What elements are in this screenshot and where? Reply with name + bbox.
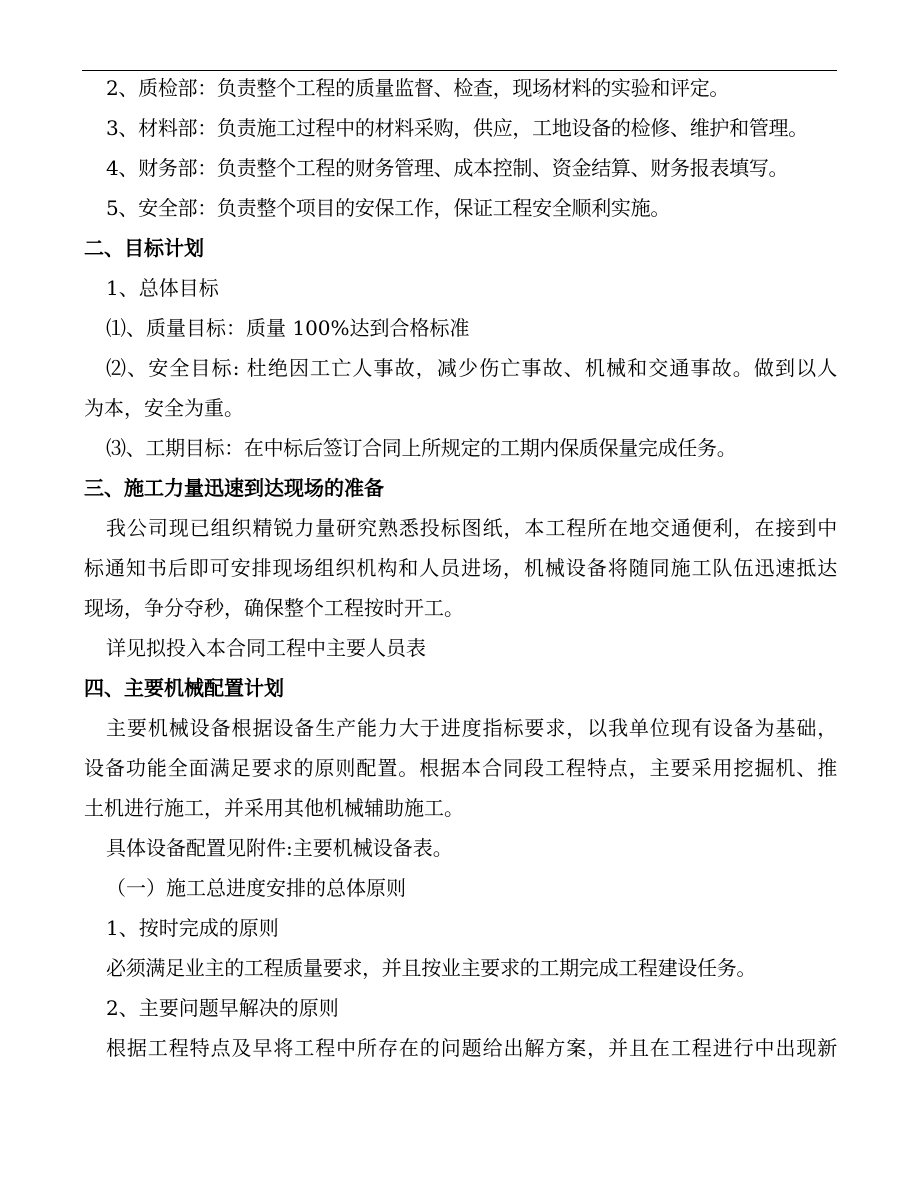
paragraph-line: 为本，安全为重。 xyxy=(84,396,244,420)
paragraph-line: 4、财务部：负责整个工程的财务管理、成本控制、资金结算、财务报表填写。 xyxy=(106,156,789,180)
paragraph-line: 根据工程特点及早将工程中所存在的问题给出解方案，并且在工程进行中出现新 xyxy=(106,1036,837,1060)
paragraph-line: 现场，争分夺秒，确保整个工程按时开工。 xyxy=(84,596,464,620)
document-body xyxy=(84,68,837,1068)
paragraph-line: 标通知书后即可安排现场组织机构和人员进场，机械设备将随同施工队伍迅速抵达 xyxy=(84,556,837,580)
section-heading: 四、主要机械配置计划 xyxy=(84,676,284,700)
paragraph-line: ⑶、工期目标：在中标后签订合同上所规定的工期内保质保量完成任务。 xyxy=(106,436,737,460)
paragraph-line: 具体设备配置见附件:主要机械设备表。 xyxy=(106,836,453,860)
paragraph-line: 2、质检部：负责整个工程的质量监督、检查，现场材料的实验和评定。 xyxy=(106,76,730,100)
paragraph-line: 设备功能全面满足要求的原则配置。根据本合同段工程特点，主要采用挖掘机、推 xyxy=(84,756,837,780)
paragraph-line: （一）施工总进度安排的总体原则 xyxy=(106,876,406,900)
paragraph-line: 5、安全部：负责整个项目的安保工作，保证工程安全顺利实施。 xyxy=(106,196,671,220)
paragraph-line: 3、材料部：负责施工过程中的材料采购，供应，工地设备的检修、维护和管理。 xyxy=(106,116,808,140)
paragraph-line: 我公司现已组织精锐力量研究熟悉投标图纸，本工程所在地交通便利，在接到中 xyxy=(106,516,837,540)
paragraph-line: 主要机械设备根据设备生产能力大于进度指标要求，以我单位现有设备为基础， xyxy=(106,716,837,740)
paragraph-line: ⑴、质量目标：质量 100%达到合格标准 xyxy=(106,316,470,340)
paragraph-line: 必须满足业主的工程质量要求，并且按业主要求的工期完成工程建设任务。 xyxy=(106,956,757,980)
paragraph-line: 土机进行施工，并采用其他机械辅助施工。 xyxy=(84,796,464,820)
section-heading: 二、目标计划 xyxy=(84,236,204,260)
paragraph-line: 详见拟投入本合同工程中主要人员表 xyxy=(106,636,426,660)
section-heading: 三、施工力量迅速到达现场的准备 xyxy=(84,476,384,500)
paragraph-line: ⑵、安全目标: 杜绝因工亡人事故，减少伤亡事故、机械和交通事故。做到以人 xyxy=(106,356,837,380)
paragraph-line: 1、总体目标 xyxy=(106,276,219,300)
paragraph-line: 2、主要问题早解决的原则 xyxy=(106,996,339,1020)
paragraph-line: 1、按时完成的原则 xyxy=(106,916,279,940)
